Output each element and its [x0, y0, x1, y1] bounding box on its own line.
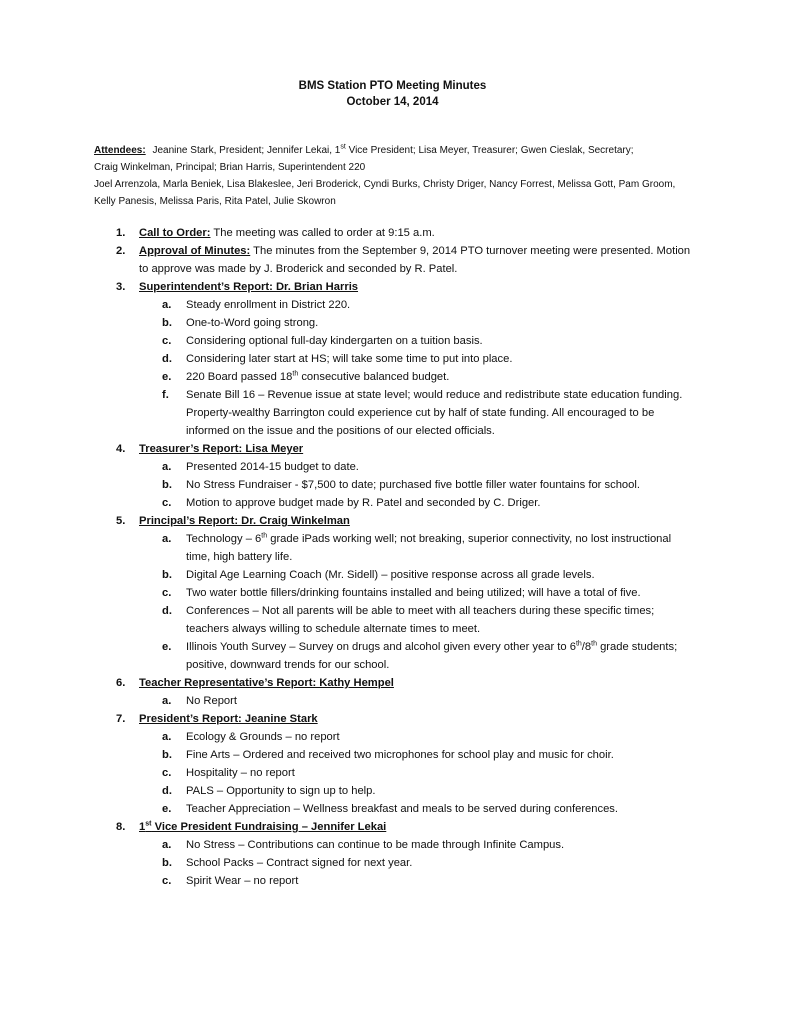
item-text: Senate Bill 16 – Revenue issue at state level; would reduce and redistribute state education funding. Property-wealthy Barrington could experience cut by half of state funding. All encouraged to be informed on the issue and the positions of our elected officials.: [186, 389, 683, 437]
section-items: [139, 530, 691, 674]
item-letter: a.: [162, 461, 172, 473]
list-item: [139, 692, 691, 710]
item-text: Technology – 6: [186, 533, 262, 545]
section-number: 6.: [116, 677, 126, 689]
list-item: [139, 728, 691, 746]
item-letter: a.: [162, 299, 172, 311]
section-items: [139, 458, 691, 512]
item-text: Considering optional full-day kindergarten on a tuition basis.: [186, 335, 483, 347]
section-number: 4.: [116, 443, 126, 455]
item-letter: e.: [162, 803, 172, 815]
section-title-text: Vice President Fundraising – Jennifer Lekai: [151, 821, 387, 833]
section-title-text: Approval of Minutes:: [139, 245, 251, 257]
title-line-1: BMS Station PTO Meeting Minutes: [298, 80, 487, 92]
item-letter: c.: [162, 587, 172, 599]
list-item: [139, 854, 691, 872]
item-text: Teacher Appreciation – Wellness breakfast and meals to be served during conferences.: [186, 803, 619, 815]
section-number: 7.: [116, 713, 126, 725]
item-text: No Report: [186, 695, 237, 707]
minutes-section: [94, 242, 691, 278]
item-letter: f.: [162, 389, 169, 401]
section-title: [139, 713, 318, 725]
minutes-section: [94, 224, 691, 242]
superscript: th: [575, 640, 582, 648]
item-letter: a.: [162, 839, 172, 851]
section-text: The meeting was called to order at 9:15 a.m.: [210, 227, 435, 239]
section-title-text: Superintendent’s Report: Dr. Brian Harris: [139, 281, 359, 293]
item-text: Two water bottle fillers/drinking fountains installed and being utilized; will have a total of five.: [186, 587, 641, 599]
item-text-cont: /8: [581, 641, 592, 653]
title-date: October 14, 2014: [346, 96, 439, 108]
list-item: [139, 350, 691, 368]
item-letter: b.: [162, 317, 172, 329]
superscript: st: [340, 143, 346, 151]
list-item: [139, 566, 691, 584]
minutes-section: [94, 440, 691, 512]
document-title: [94, 78, 691, 110]
list-item: [139, 314, 691, 332]
list-item: [139, 296, 691, 314]
section-number: 3.: [116, 281, 126, 293]
list-item: [139, 602, 691, 638]
list-item: [139, 494, 691, 512]
item-text: No Stress – Contributions can continue to be made through Infinite Campus.: [186, 839, 565, 851]
item-text-cont: consecutive balanced budget.: [298, 371, 450, 383]
list-item: [139, 836, 691, 854]
section-title-text: Principal’s Report: Dr. Craig Winkelman: [139, 515, 350, 527]
item-letter: d.: [162, 605, 172, 617]
item-text: Presented 2014-15 budget to date.: [186, 461, 359, 473]
section-title: [139, 443, 303, 455]
list-item: [139, 386, 691, 440]
list-item: [139, 746, 691, 764]
list-item: [139, 800, 691, 818]
item-text: Hospitality – no report: [186, 767, 295, 779]
item-letter: c.: [162, 767, 172, 779]
item-letter: b.: [162, 857, 172, 869]
item-letter: d.: [162, 353, 172, 365]
section-items: [139, 296, 691, 440]
attendees-label: Attendees:: [94, 145, 146, 156]
section-items: [139, 836, 691, 890]
attendees-members: Joel Arrenzola, Marla Beniek, Lisa Blakeslee, Jeri Broderick, Cyndi Burks, Christy Driger, Nancy Forrest, Melissa Gott, Pam Groom, Kelly Panesis, Melissa Paris, Rita Patel, Julie Skowron: [94, 179, 676, 207]
item-text: Digital Age Learning Coach (Mr. Sidell) – positive response across all grade levels.: [186, 569, 595, 581]
item-letter: e.: [162, 371, 172, 383]
section-items: [139, 728, 691, 818]
section-title: [139, 821, 386, 833]
item-letter: b.: [162, 749, 172, 761]
list-item: [139, 368, 691, 386]
section-title: [139, 227, 210, 239]
superscript: st: [145, 820, 152, 828]
superscript: th: [292, 370, 299, 378]
item-letter: e.: [162, 641, 172, 653]
item-letter: a.: [162, 533, 172, 545]
section-items: [139, 692, 691, 710]
list-item: [139, 332, 691, 350]
minutes-sections: [94, 224, 691, 890]
section-number: 2.: [116, 245, 126, 257]
item-letter: c.: [162, 875, 172, 887]
minutes-section: [94, 818, 691, 890]
item-text: No Stress Fundraiser - $7,500 to date; purchased five bottle filler water fountains for school.: [186, 479, 640, 491]
section-title: [139, 515, 350, 527]
section-title-text: Teacher Representative’s Report: Kathy Hempel: [139, 677, 394, 689]
item-letter: a.: [162, 695, 172, 707]
section-number: 5.: [116, 515, 126, 527]
item-letter: a.: [162, 731, 172, 743]
item-text: One-to-Word going strong.: [186, 317, 319, 329]
attendees-officers-cont: Vice President; Lisa Meyer, Treasurer; Gwen Cieslak, Secretary;: [345, 145, 634, 156]
list-item: [139, 872, 691, 890]
section-title: [139, 281, 358, 293]
section-text: The minutes from the September 9, 2014 PTO turnover meeting were presented. Motion to approve was made by J. Broderick and seconded by R. Patel.: [139, 245, 691, 275]
item-letter: b.: [162, 569, 172, 581]
attendees-staff: Craig Winkelman, Principal; Brian Harris, Superintendent 220: [94, 162, 366, 173]
item-letter: c.: [162, 497, 172, 509]
item-text: Motion to approve budget made by R. Patel and seconded by C. Driger.: [186, 497, 541, 509]
minutes-section: [94, 674, 691, 710]
section-title: [139, 245, 250, 257]
minutes-section: [94, 710, 691, 818]
superscript: th: [261, 532, 268, 540]
item-text: Conferences – Not all parents will be able to meet with all teachers during these specific times; teachers always willing to schedule alternate times to meet.: [186, 605, 655, 635]
section-title-text: President’s Report: Jeanine Stark: [139, 713, 318, 725]
list-item: [139, 458, 691, 476]
item-text: Steady enrollment in District 220.: [186, 299, 351, 311]
list-item: [139, 764, 691, 782]
item-text-cont: grade students; positive, downward trends for our school.: [186, 641, 678, 671]
list-item: [139, 782, 691, 800]
minutes-section: [94, 512, 691, 674]
item-text: School Packs – Contract signed for next year.: [186, 857, 413, 869]
list-item: [139, 638, 691, 674]
minutes-section: [94, 278, 691, 440]
item-letter: d.: [162, 785, 172, 797]
item-text: Considering later start at HS; will take some time to put into place.: [186, 353, 513, 365]
section-title-prefix: 1: [139, 821, 146, 833]
attendees-block: [94, 142, 691, 210]
list-item: [139, 584, 691, 602]
item-text: 220 Board passed 18: [186, 371, 293, 383]
item-text: Illinois Youth Survey – Survey on drugs and alcohol given every other year to 6: [186, 641, 576, 653]
superscript: th: [591, 640, 597, 648]
item-text: Spirit Wear – no report: [186, 875, 299, 887]
item-letter: b.: [162, 479, 172, 491]
item-text-cont: grade iPads working well; not breaking, superior connectivity, no lost instructional time, high battery life.: [186, 533, 672, 563]
section-title: [139, 677, 394, 689]
section-number: 1.: [116, 227, 126, 239]
section-title-text: Treasurer’s Report: Lisa Meyer: [139, 443, 304, 455]
item-text: Ecology & Grounds – no report: [186, 731, 340, 743]
list-item: [139, 476, 691, 494]
section-number: 8.: [116, 821, 126, 833]
item-letter: c.: [162, 335, 172, 347]
section-title-text: Call to Order:: [139, 227, 211, 239]
item-text: PALS – Opportunity to sign up to help.: [186, 785, 376, 797]
attendees-officers: Jeanine Stark, President; Jennifer Lekai, 1: [152, 145, 341, 156]
list-item: [139, 530, 691, 566]
item-text: Fine Arts – Ordered and received two microphones for school play and music for choir.: [186, 749, 614, 761]
